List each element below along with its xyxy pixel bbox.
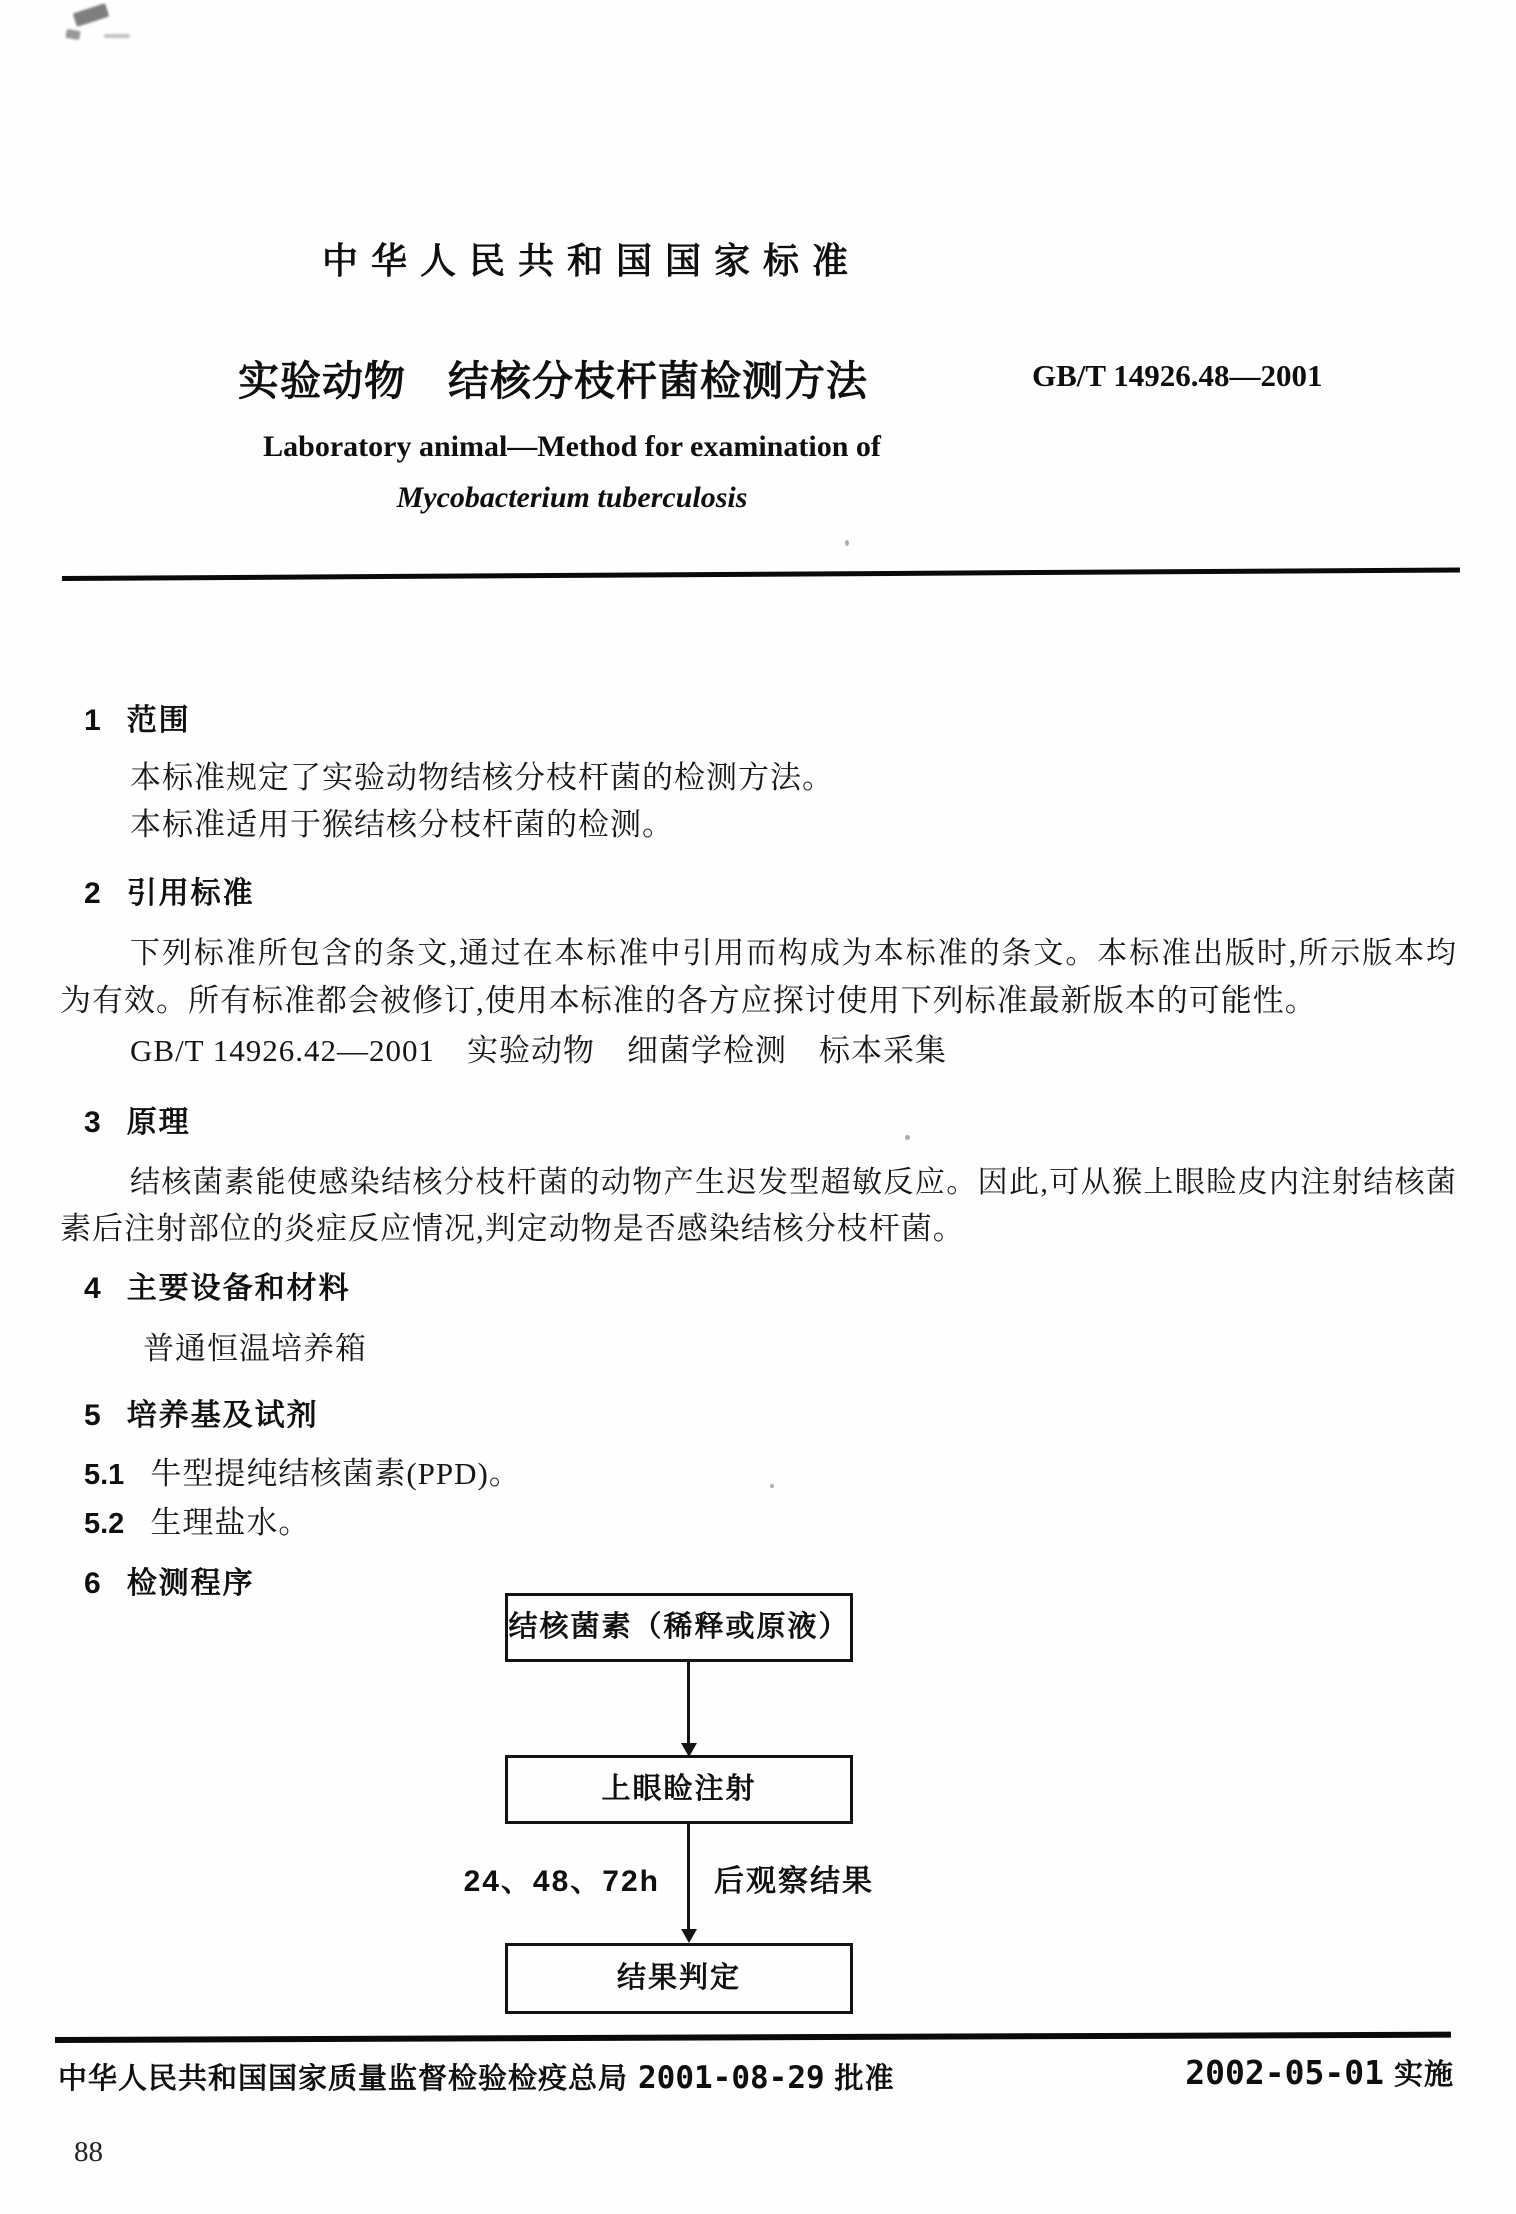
flowchart-box-result: 结果判定 xyxy=(505,1943,853,2014)
scan-artifact xyxy=(770,1484,774,1488)
flowchart-observe-label: 后观察结果 xyxy=(714,1865,874,1898)
flowchart-arrowhead xyxy=(681,1929,697,1943)
section-1-paragraph: 本标准适用于猴结核分枝杆菌的检测。 xyxy=(130,807,674,842)
clause-5-2 xyxy=(84,1497,310,1542)
section-3-title: 原理 xyxy=(126,1106,191,1139)
footer-issuer: 中华人民共和国国家质量监督检验检疫总局 xyxy=(58,2063,629,2095)
footer-approval xyxy=(58,2056,895,2097)
clause-5-1-number: 5.1 xyxy=(84,1459,125,1491)
flowchart-arrow-line xyxy=(687,1661,690,1745)
footer-impl-date: 2002-05-01 xyxy=(1185,2053,1384,2092)
section-2-heading xyxy=(84,868,255,912)
standard-code: GB/T 14926.48—2001 xyxy=(1032,358,1323,393)
section-2-paragraph: 为有效。所有标准都会被修订,使用本标准的各方应探讨使用下列标准最新版本的可能性。 xyxy=(60,983,1317,1018)
document-title-cn: 实验动物 结核分枝杆菌检测方法 xyxy=(238,358,868,404)
scan-artifact xyxy=(65,29,80,40)
section-3-number: 3 xyxy=(84,1106,101,1139)
section-2-number: 2 xyxy=(84,877,101,910)
section-3-paragraph: 结核菌素能使感染结核分枝杆菌的动物产生迟发型超敏反应。因此,可从猴上眼睑皮内注射结核菌 xyxy=(130,1166,1456,1199)
section-4-heading xyxy=(84,1263,351,1307)
section-4-title: 主要设备和材料 xyxy=(126,1272,351,1305)
section-1-heading xyxy=(84,695,191,739)
clause-5-2-text: 生理盐水。 xyxy=(150,1505,311,1540)
clause-5-1-text: 牛型提纯结核菌素(PPD)。 xyxy=(150,1456,521,1491)
scan-artifact xyxy=(905,1135,910,1140)
section-2-paragraph: 下列标准所包含的条文,通过在本标准中引用而构成为本标准的条文。本标准出版时,所示版本均 xyxy=(130,937,1456,970)
scan-artifact xyxy=(845,540,849,546)
scan-artifact xyxy=(73,3,110,27)
section-6-number: 6 xyxy=(84,1567,101,1600)
section-4-number: 4 xyxy=(84,1272,101,1305)
section-4-paragraph: 普通恒温培养箱 xyxy=(143,1331,367,1366)
header-divider xyxy=(62,567,1460,581)
section-3-heading xyxy=(84,1097,191,1141)
footer-implementation xyxy=(1185,2052,1454,2093)
section-1-number: 1 xyxy=(84,704,101,737)
clause-5-1 xyxy=(84,1448,521,1493)
page-number: 88 xyxy=(74,2136,103,2168)
footer-approve-label: 批准 xyxy=(834,2063,895,2095)
section-5-number: 5 xyxy=(84,1399,101,1432)
flowchart-box-tuberculin: 结核菌素（稀释或原液） xyxy=(505,1593,853,1662)
section-6-heading xyxy=(84,1558,255,1602)
footer-approve-date: 2001-08-29 xyxy=(638,2060,825,2096)
footer-divider xyxy=(55,2032,1451,2043)
section-2-title: 引用标准 xyxy=(126,877,255,910)
footer-impl-label: 实施 xyxy=(1393,2059,1454,2091)
section-3-paragraph: 素后注射部位的炎症反应情况,判定动物是否感染结核分枝杆菌。 xyxy=(60,1211,965,1246)
flowchart-time-label: 24、48、72h xyxy=(463,1865,660,1898)
section-1-title: 范围 xyxy=(126,704,191,737)
document-title-en: Laboratory animal—Method for examination of xyxy=(263,430,881,463)
clause-5-2-number: 5.2 xyxy=(84,1508,125,1540)
scan-artifact xyxy=(104,34,130,38)
document-title-en-italic: Mycobacterium tuberculosis xyxy=(396,481,748,514)
section-5-title: 培养基及试剂 xyxy=(126,1399,319,1432)
flowchart-box-injection: 上眼睑注射 xyxy=(505,1755,853,1824)
section-5-heading xyxy=(84,1390,319,1434)
section-1-paragraph: 本标准规定了实验动物结核分枝杆菌的检测方法。 xyxy=(130,760,834,795)
flowchart-arrow-line xyxy=(687,1823,690,1931)
standard-caption: 中华人民共和国国家标准 xyxy=(322,240,862,281)
section-6-title: 检测程序 xyxy=(126,1567,255,1600)
referenced-standard: GB/T 14926.42—2001 实验动物 细菌学检测 标本采集 xyxy=(130,1033,948,1068)
